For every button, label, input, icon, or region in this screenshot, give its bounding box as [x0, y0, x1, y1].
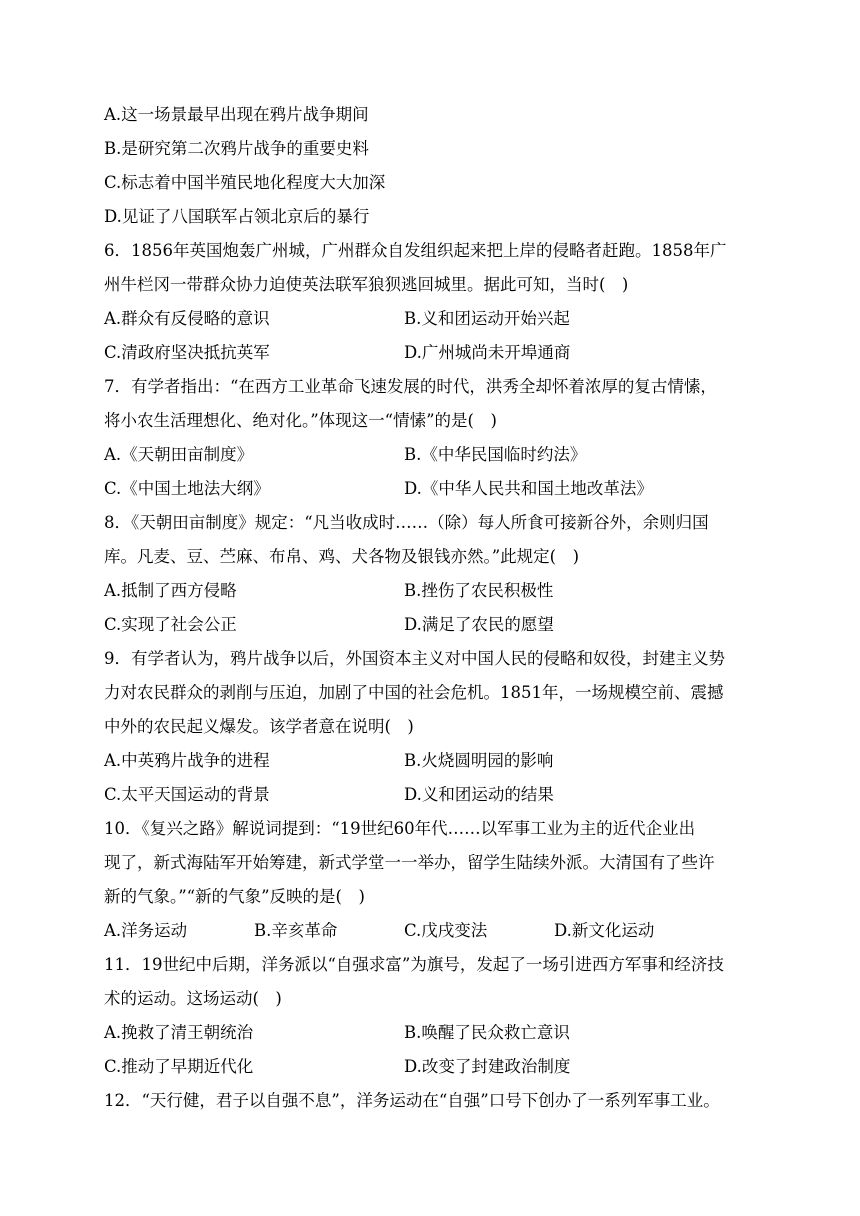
- option-a: A.中英鸦片战争的进程: [104, 751, 270, 770]
- option-c: C.标志着中国半殖民地化程度大大加深: [104, 173, 386, 192]
- question-10-options-row: [104, 914, 780, 948]
- question-6-options-row-2: [104, 336, 780, 370]
- question-9-stem-line-2: 力对农民群众的剥削与压迫，加剧了中国的社会危机。1851年，一场规模空前、震撼: [104, 683, 724, 702]
- question-12-stem-line-1: 12．“天行健，君子以自强不息”，洋务运动在“自强”口号下创办了一系列军事工业。: [104, 1091, 720, 1110]
- question-9-stem-line-1: 9．有学者认为，鸦片战争以后，外国资本主义对中国人民的侵略和奴役，封建主义势: [104, 649, 725, 668]
- question-9-options-row-1: [104, 744, 780, 778]
- question-7-options-row-2: [104, 472, 780, 506]
- option-d: D.新文化运动: [554, 921, 655, 940]
- question-10-stem-line-1: 10．《复兴之路》解说词提到：“19世纪60年代……以军事工业为主的近代企业出: [104, 819, 696, 838]
- option-b: B.《中华民国临时约法》: [404, 445, 587, 464]
- option-b: B.火烧圆明园的影响: [404, 751, 554, 770]
- question-8-stem-line-1: 8．《天朝田亩制度》规定：“凡当收成时……（除）每人所食可接新谷外，余则归国: [104, 513, 709, 532]
- option-d: D.广州城尚未开埠通商: [404, 343, 571, 362]
- option-d: D.见证了八国联军占领北京后的暴行: [104, 207, 370, 226]
- question-7-stem-line-2: 将小农生活理想化、绝对化。”体现这一“情愫”的是( ): [104, 411, 497, 430]
- option-c: C.《中国土地法大纲》: [104, 479, 270, 498]
- question-7-stem-line-1: 7．有学者指出：“在西方工业革命飞速发展的时代，洪秀全却怀着浓厚的复古情愫，: [104, 377, 717, 396]
- option-a: A.《天朝田亩制度》: [104, 445, 254, 464]
- question-list: [104, 98, 780, 1118]
- question-6-stem-line-1: 6．1856年英国炮轰广州城，广州群众自发组织起来把上岸的侵略者赶跑。1858年广: [104, 241, 727, 260]
- option-c: C.太平天国运动的背景: [104, 785, 270, 804]
- question-11-options-row-2: [104, 1050, 780, 1084]
- option-b: B.是研究第二次鸦片战争的重要史料: [104, 139, 369, 158]
- question-8-stem-line-2: 库。凡麦、豆、苎麻、布帛、鸡、犬各物及银钱亦然。”此规定( ): [104, 547, 580, 566]
- question-6-options-row-1: [104, 302, 780, 336]
- option-c: C.清政府坚决抵抗英军: [104, 343, 270, 362]
- option-a: A.群众有反侵略的意识: [104, 309, 270, 328]
- question-11-options-row-1: [104, 1016, 780, 1050]
- option-a: A.洋务运动: [104, 921, 188, 940]
- option-b: B.唤醒了民众救亡意识: [404, 1023, 570, 1042]
- question-11-stem-line-1: 11．19世纪中后期，洋务派以“自强求富”为旗号，发起了一场引进西方军事和经济技: [104, 955, 724, 974]
- option-b: B.辛亥革命: [254, 921, 338, 940]
- option-d: D.《中华人民共和国土地改革法》: [404, 479, 653, 498]
- question-11-stem-line-2: 术的运动。这场运动( ): [104, 989, 282, 1008]
- question-6-stem-line-2: 州牛栏冈一带群众协力迫使英法联军狼狈逃回城里。据此可知，当时( ): [104, 275, 629, 294]
- option-d: D.满足了农民的愿望: [404, 615, 554, 634]
- option-c: C.实现了社会公正: [104, 615, 237, 634]
- question-9-options-row-2: [104, 778, 780, 812]
- question-8-options-row-2: [104, 608, 780, 642]
- option-a: A.挽救了清王朝统治: [104, 1023, 254, 1042]
- option-d: D.改变了封建政治制度: [404, 1057, 571, 1076]
- question-7-options-row-1: [104, 438, 780, 472]
- option-a: A.抵制了西方侵略: [104, 581, 237, 600]
- option-c: C.戊戌变法: [404, 921, 488, 940]
- question-10-stem-line-2: 现了，新式海陆军开始筹建，新式学堂一一举办，留学生陆续外派。大清国有了些许: [104, 853, 715, 872]
- option-d: D.义和团运动的结果: [404, 785, 554, 804]
- option-b: B.挫伤了农民积极性: [404, 581, 554, 600]
- question-10-stem-line-3: 新的气象。”“新的气象”反映的是( ): [104, 887, 365, 906]
- option-a: A.这一场景最早出现在鸦片战争期间: [104, 105, 369, 124]
- question-9-stem-line-3: 中外的农民起义爆发。该学者意在说明( ): [104, 717, 414, 736]
- option-b: B.义和团运动开始兴起: [404, 309, 570, 328]
- option-c: C.推动了早期近代化: [104, 1057, 254, 1076]
- question-8-options-row-1: [104, 574, 780, 608]
